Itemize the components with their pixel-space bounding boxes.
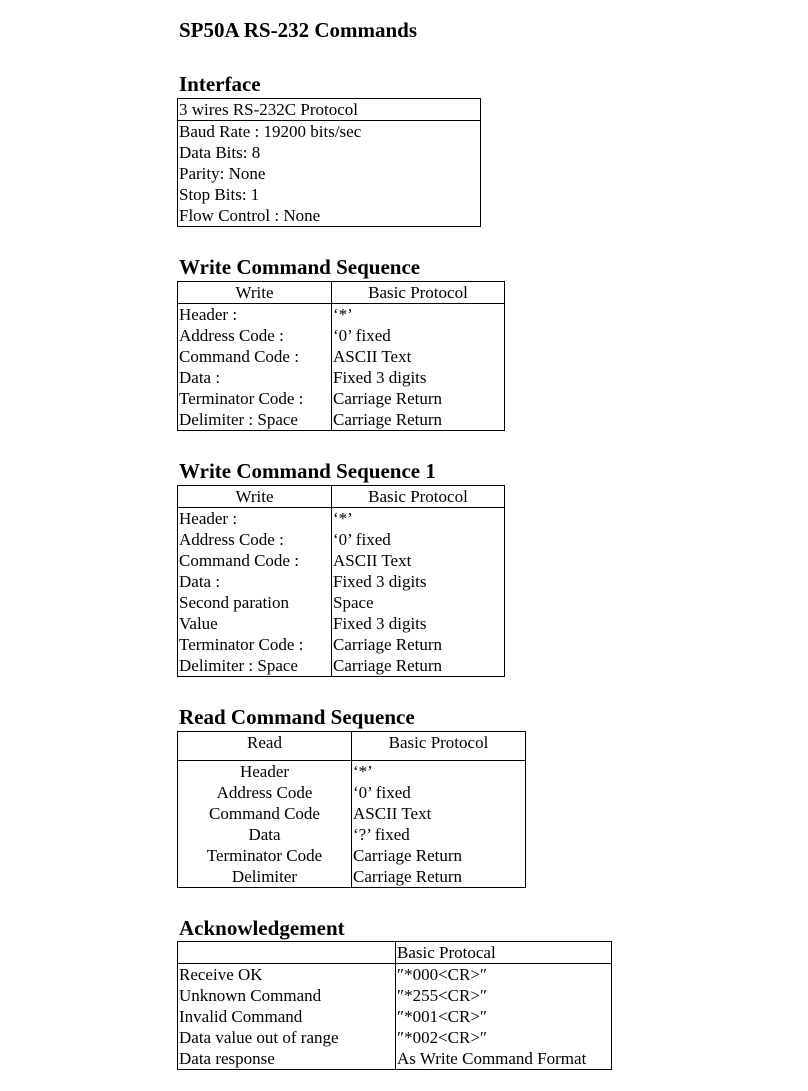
field-label: Terminator Code : bbox=[178, 388, 332, 409]
ack-label: Receive OK bbox=[178, 964, 396, 986]
field-label: Data : bbox=[178, 571, 332, 592]
field-value: Space bbox=[333, 593, 374, 612]
table-row bbox=[178, 613, 505, 634]
table-row bbox=[178, 1006, 612, 1027]
table-row bbox=[178, 367, 505, 388]
acknowledgement-table bbox=[177, 941, 612, 1070]
field-label: Address Code bbox=[178, 782, 352, 803]
table-row bbox=[178, 508, 505, 530]
field-label: Data : bbox=[178, 367, 332, 388]
interface-line: Flow Control : None bbox=[179, 206, 321, 225]
field-value: ASCII Text bbox=[333, 551, 412, 570]
table-row bbox=[178, 803, 526, 824]
column-header: Basic Protocol bbox=[332, 282, 505, 304]
table-row bbox=[178, 205, 481, 227]
ack-label: Unknown Command bbox=[178, 985, 396, 1006]
table-header-row bbox=[178, 732, 526, 761]
table-row bbox=[178, 142, 481, 163]
field-value: ASCII Text bbox=[353, 804, 432, 823]
ack-label: Invalid Command bbox=[178, 1006, 396, 1027]
table-row bbox=[178, 529, 505, 550]
table-header-row bbox=[178, 282, 505, 304]
field-value: Carriage Return bbox=[353, 867, 463, 886]
write-sequence-heading: Write Command Sequence bbox=[179, 255, 421, 279]
field-label: Terminator Code : bbox=[178, 634, 332, 655]
interface-line: Stop Bits: 1 bbox=[179, 185, 260, 204]
field-value: ‘*’ bbox=[333, 305, 353, 324]
field-value: Fixed 3 digits bbox=[333, 368, 427, 387]
field-label: Header : bbox=[178, 304, 332, 326]
field-label: Data bbox=[178, 824, 352, 845]
table-row bbox=[178, 845, 526, 866]
field-label: Address Code : bbox=[178, 529, 332, 550]
field-label: Command Code : bbox=[178, 550, 332, 571]
field-value: Carriage Return bbox=[333, 635, 443, 654]
column-header: Basic Protocal bbox=[396, 942, 612, 964]
interface-line: 3 wires RS-232C Protocol bbox=[178, 99, 481, 121]
field-value: ‘0’ fixed bbox=[333, 326, 391, 345]
interface-line: Data Bits: 8 bbox=[179, 143, 261, 162]
field-value: ‘*’ bbox=[333, 509, 353, 528]
table-row bbox=[178, 325, 505, 346]
ack-value: As Write Command Format bbox=[396, 1048, 612, 1070]
field-value: ‘0’ fixed bbox=[333, 530, 391, 549]
field-label: Address Code : bbox=[178, 325, 332, 346]
table-row bbox=[178, 550, 505, 571]
table-row bbox=[178, 304, 505, 326]
interface-table bbox=[177, 98, 481, 227]
field-label: Command Code : bbox=[178, 346, 332, 367]
field-value: Fixed 3 digits bbox=[333, 614, 427, 633]
field-label: Terminator Code bbox=[178, 845, 352, 866]
ack-label: Data value out of range bbox=[178, 1027, 396, 1048]
field-label: Delimiter : Space bbox=[178, 409, 332, 431]
page-title: SP50A RS-232 Commands bbox=[179, 18, 418, 42]
field-value: Carriage Return bbox=[333, 389, 443, 408]
table-row bbox=[178, 964, 612, 986]
interface-heading: Interface bbox=[179, 72, 261, 96]
table-row bbox=[178, 571, 505, 592]
ack-value: ″*002<CR>″ bbox=[396, 1027, 612, 1048]
field-label: Header bbox=[178, 761, 352, 783]
field-value: ‘?’ fixed bbox=[353, 825, 410, 844]
table-row bbox=[178, 655, 505, 677]
table-row bbox=[178, 163, 481, 184]
table-row bbox=[178, 388, 505, 409]
write-sequence-1-table bbox=[177, 485, 505, 677]
field-value: Fixed 3 digits bbox=[333, 572, 427, 591]
table-row bbox=[178, 1027, 612, 1048]
column-header bbox=[178, 942, 396, 964]
field-value: ‘*’ bbox=[353, 762, 373, 781]
column-header: Write bbox=[178, 486, 332, 508]
column-header: Read bbox=[178, 732, 352, 761]
column-header: Basic Protocol bbox=[332, 486, 505, 508]
field-label: Delimiter : Space bbox=[178, 655, 332, 677]
table-row bbox=[178, 1048, 612, 1070]
write-sequence-table bbox=[177, 281, 505, 431]
field-value: Carriage Return bbox=[333, 410, 443, 429]
table-row bbox=[178, 184, 481, 205]
field-value: Carriage Return bbox=[333, 656, 443, 675]
field-value: ‘0’ fixed bbox=[353, 783, 411, 802]
acknowledgement-heading: Acknowledgement bbox=[179, 916, 345, 940]
column-header: Basic Protocol bbox=[352, 732, 526, 761]
column-header: Write bbox=[178, 282, 332, 304]
field-label: Header : bbox=[178, 508, 332, 530]
field-value: Carriage Return bbox=[353, 846, 463, 865]
interface-line: Baud Rate : 19200 bits/sec bbox=[179, 122, 362, 141]
field-label: Command Code bbox=[178, 803, 352, 824]
read-sequence-table bbox=[177, 731, 526, 888]
table-row bbox=[178, 866, 526, 888]
ack-value: ″*001<CR>″ bbox=[396, 1006, 612, 1027]
table-row bbox=[178, 761, 526, 783]
table-row bbox=[178, 409, 505, 431]
write-sequence-1-heading: Write Command Sequence 1 bbox=[179, 459, 436, 483]
table-row bbox=[178, 99, 481, 121]
table-row bbox=[178, 985, 612, 1006]
table-row bbox=[178, 121, 481, 143]
table-row bbox=[178, 634, 505, 655]
table-row bbox=[178, 346, 505, 367]
table-header-row bbox=[178, 942, 612, 964]
table-row bbox=[178, 824, 526, 845]
ack-value: ″*000<CR>″ bbox=[396, 964, 612, 986]
table-row bbox=[178, 782, 526, 803]
field-value: ASCII Text bbox=[333, 347, 412, 366]
ack-value: ″*255<CR>″ bbox=[396, 985, 612, 1006]
table-header-row bbox=[178, 486, 505, 508]
field-label: Second paration bbox=[178, 592, 332, 613]
ack-label: Data response bbox=[178, 1048, 396, 1070]
table-row bbox=[178, 592, 505, 613]
interface-line: Parity: None bbox=[179, 164, 266, 183]
read-sequence-heading: Read Command Sequence bbox=[179, 705, 415, 729]
field-label: Delimiter bbox=[178, 866, 352, 888]
field-label: Value bbox=[178, 613, 332, 634]
